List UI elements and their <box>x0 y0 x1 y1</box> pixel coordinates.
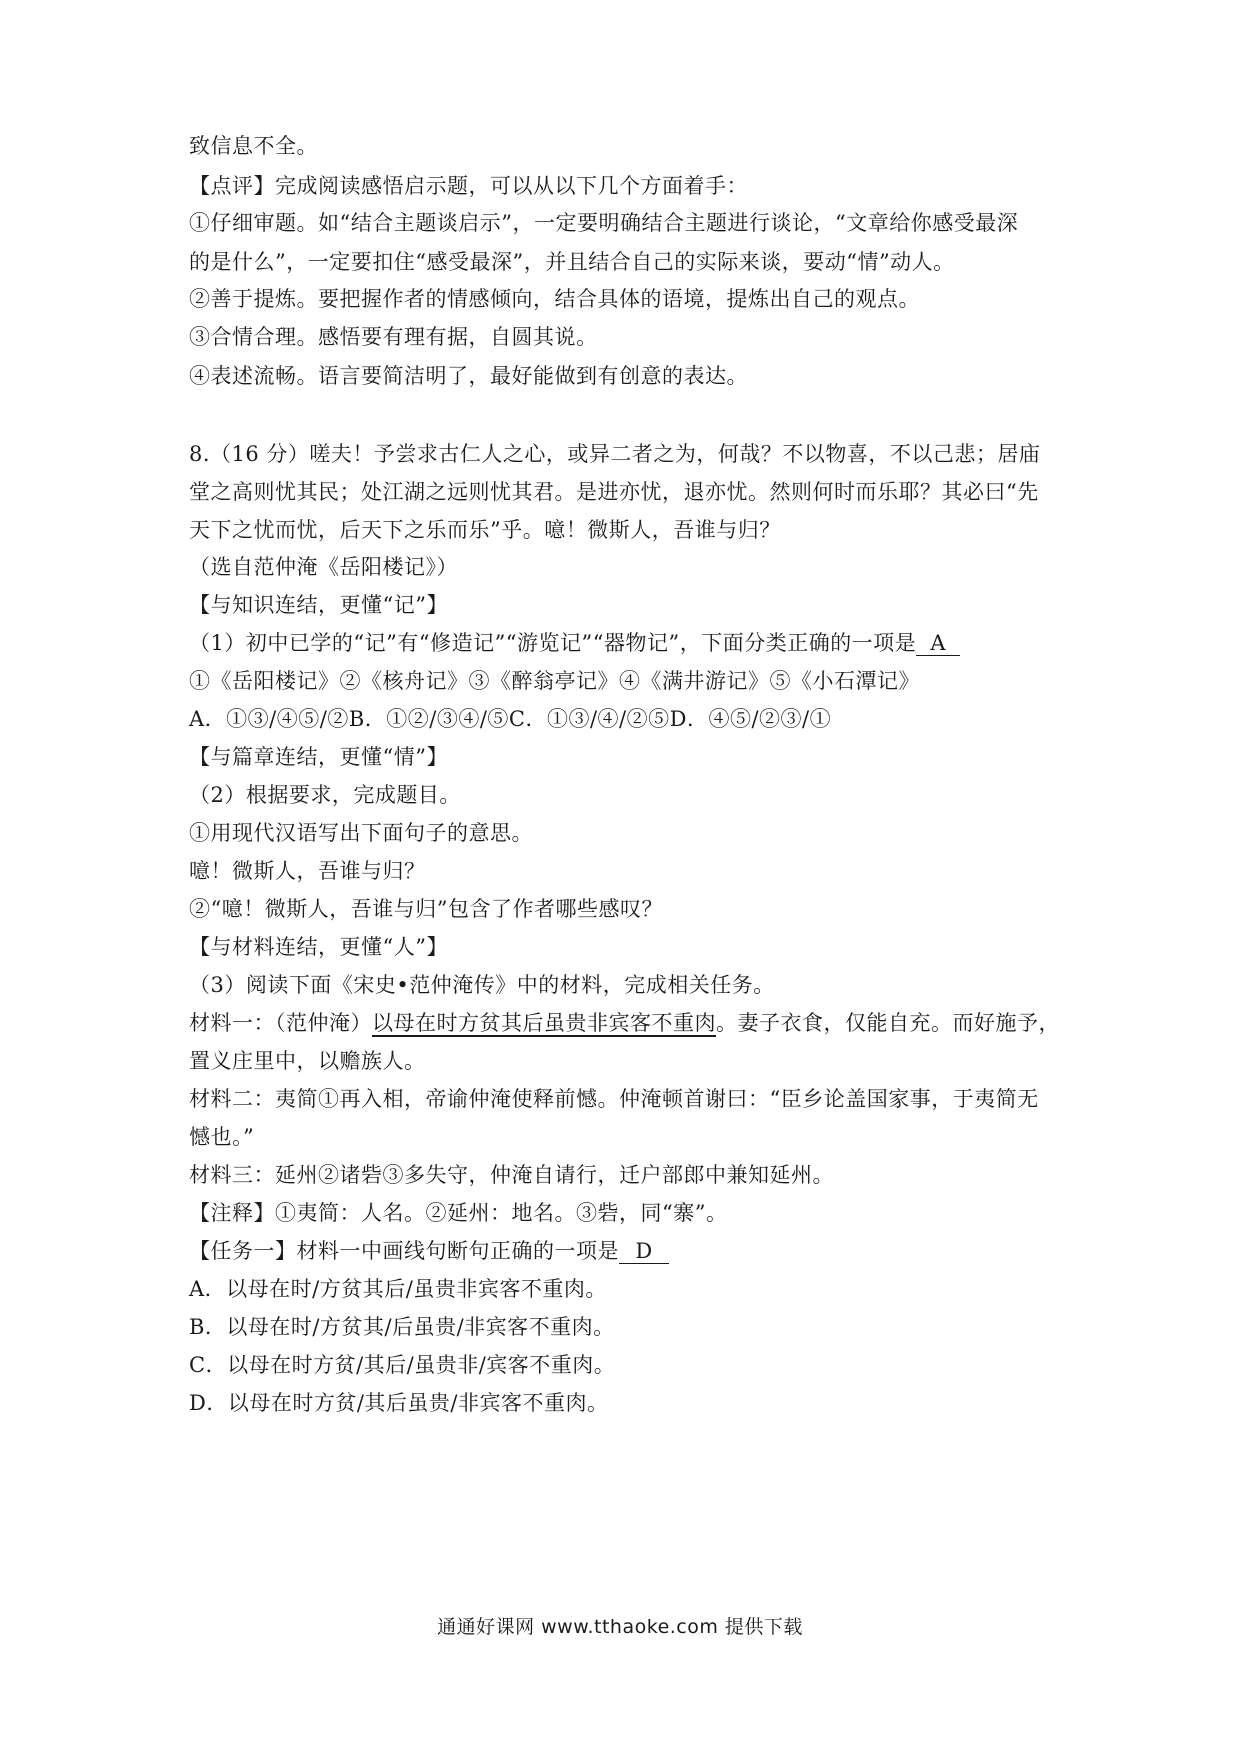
material-1-underlined-sentence: 以母在时方贫其后虽贵非宾客不重肉 <box>372 1011 716 1035</box>
material-3: 材料三：延州②诸砦③多失守，仲淹自请行，迁户部郎中兼知延州。 <box>189 1163 834 1187</box>
material-1-rest: 。妻子衣食，仅能自充。而好施予， <box>716 1011 1060 1035</box>
task-1-option-a: A．以母在时/方贫其后/虽贵非宾客不重肉。 <box>189 1277 607 1301</box>
material-2: 材料二：夷简①再入相，帝谕仲淹使释前憾。仲淹顿首谢曰：“臣乡论盖国家事，于夷简无 <box>189 1087 1039 1111</box>
q8-source: （选自范仲淹《岳阳楼记》） <box>189 555 458 579</box>
task-1 <box>189 1237 669 1265</box>
comment-point-3: ③合情合理。感悟要有理有据，自圆其说。 <box>189 325 598 349</box>
comment-point-1: ①仔细审题。如“结合主题谈启示”，一定要明确结合主题进行谈论，“文章给你感受最深 <box>189 211 1019 235</box>
question-1-text: （1）初中已学的“记”有“修造记”“游览记”“器物记”，下面分类正确的一项是 <box>189 631 917 655</box>
section-heading-knowledge: 【与知识连结，更懂“记”】 <box>189 593 448 617</box>
q8-passage-line-1: 8.（16 分）嗟夫！予尝求古仁人之心，或异二者之为，何哉？不以物喜，不以己悲；居庙 <box>189 442 1041 466</box>
task-1-text: 【任务一】材料一中画线句断句正确的一项是 <box>189 1239 619 1263</box>
question-1-list: ①《岳阳楼记》②《核舟记》③《醉翁亭记》④《满井游记》⑤《小石潭记》 <box>189 669 920 693</box>
material-2-cont: 憾也。” <box>189 1125 255 1149</box>
task-1-answer: D <box>619 1239 669 1264</box>
material-1-label: 材料一：（范仲淹） <box>189 1011 372 1035</box>
question-1-options: A．①③/④⑤/②B．①②/③④/⑤C．①③/④/②⑤D．④⑤/②③/① <box>189 707 832 731</box>
prev-answer-tail: 致信息不全。 <box>189 134 318 158</box>
section-heading-material: 【与材料连结，更懂“人”】 <box>189 935 448 959</box>
question-2: （2）根据要求，完成题目。 <box>189 783 461 807</box>
section-heading-chapter: 【与篇章连结，更懂“情”】 <box>189 745 448 769</box>
comment-point-4: ④表述流畅。语言要简洁明了，最好能做到有创意的表达。 <box>189 364 748 388</box>
q8-passage-line-3: 天下之忧而忧，后天下之乐而乐”乎。噫！微斯人，吾谁与归？ <box>189 518 781 542</box>
comment-point-1-cont: 的是什么”，一定要扣住“感受最深”，并且结合自己的实际来谈，要动“情”动人。 <box>189 250 955 274</box>
task-1-option-c: C．以母在时方贫/其后/虽贵非/宾客不重肉。 <box>189 1353 616 1377</box>
page-footer: 通通好课网 www.tthaoke.com 提供下载 <box>437 1616 803 1638</box>
question-1 <box>189 629 960 657</box>
question-2-sub-1: ①用现代汉语写出下面句子的意思。 <box>189 821 533 845</box>
q8-passage-line-2: 堂之高则忧其民；处江湖之远则忧其君。是进亦忧，退亦忧。然则何时而乐耶？其必曰“先 <box>189 480 1039 504</box>
comment-point-2: ②善于提炼。要把握作者的情感倾向，结合具体的语境，提炼出自己的观点。 <box>189 287 920 311</box>
material-1 <box>189 1009 1060 1037</box>
question-3: （3）阅读下面《宋史•范仲淹传》中的材料，完成相关任务。 <box>189 973 775 997</box>
task-1-option-b: B．以母在时/方贫其/后虽贵/非宾客不重肉。 <box>189 1315 615 1339</box>
comment-heading: 【点评】完成阅读感悟启示题，可以从以下几个方面着手： <box>189 174 748 198</box>
question-2-sub-2: ②“噫！微斯人，吾谁与归”包含了作者哪些感叹？ <box>189 897 663 921</box>
question-2-sentence: 噫！微斯人，吾谁与归？ <box>189 859 426 883</box>
notes: 【注释】①夷简：人名。②延州：地名。③砦，同“寨”。 <box>189 1201 728 1225</box>
task-1-option-d: D．以母在时方贫/其后虽贵/非宾客不重肉。 <box>189 1391 609 1415</box>
question-1-answer: A <box>916 631 960 656</box>
material-1-cont: 置义庄里中，以赡族人。 <box>189 1049 426 1073</box>
